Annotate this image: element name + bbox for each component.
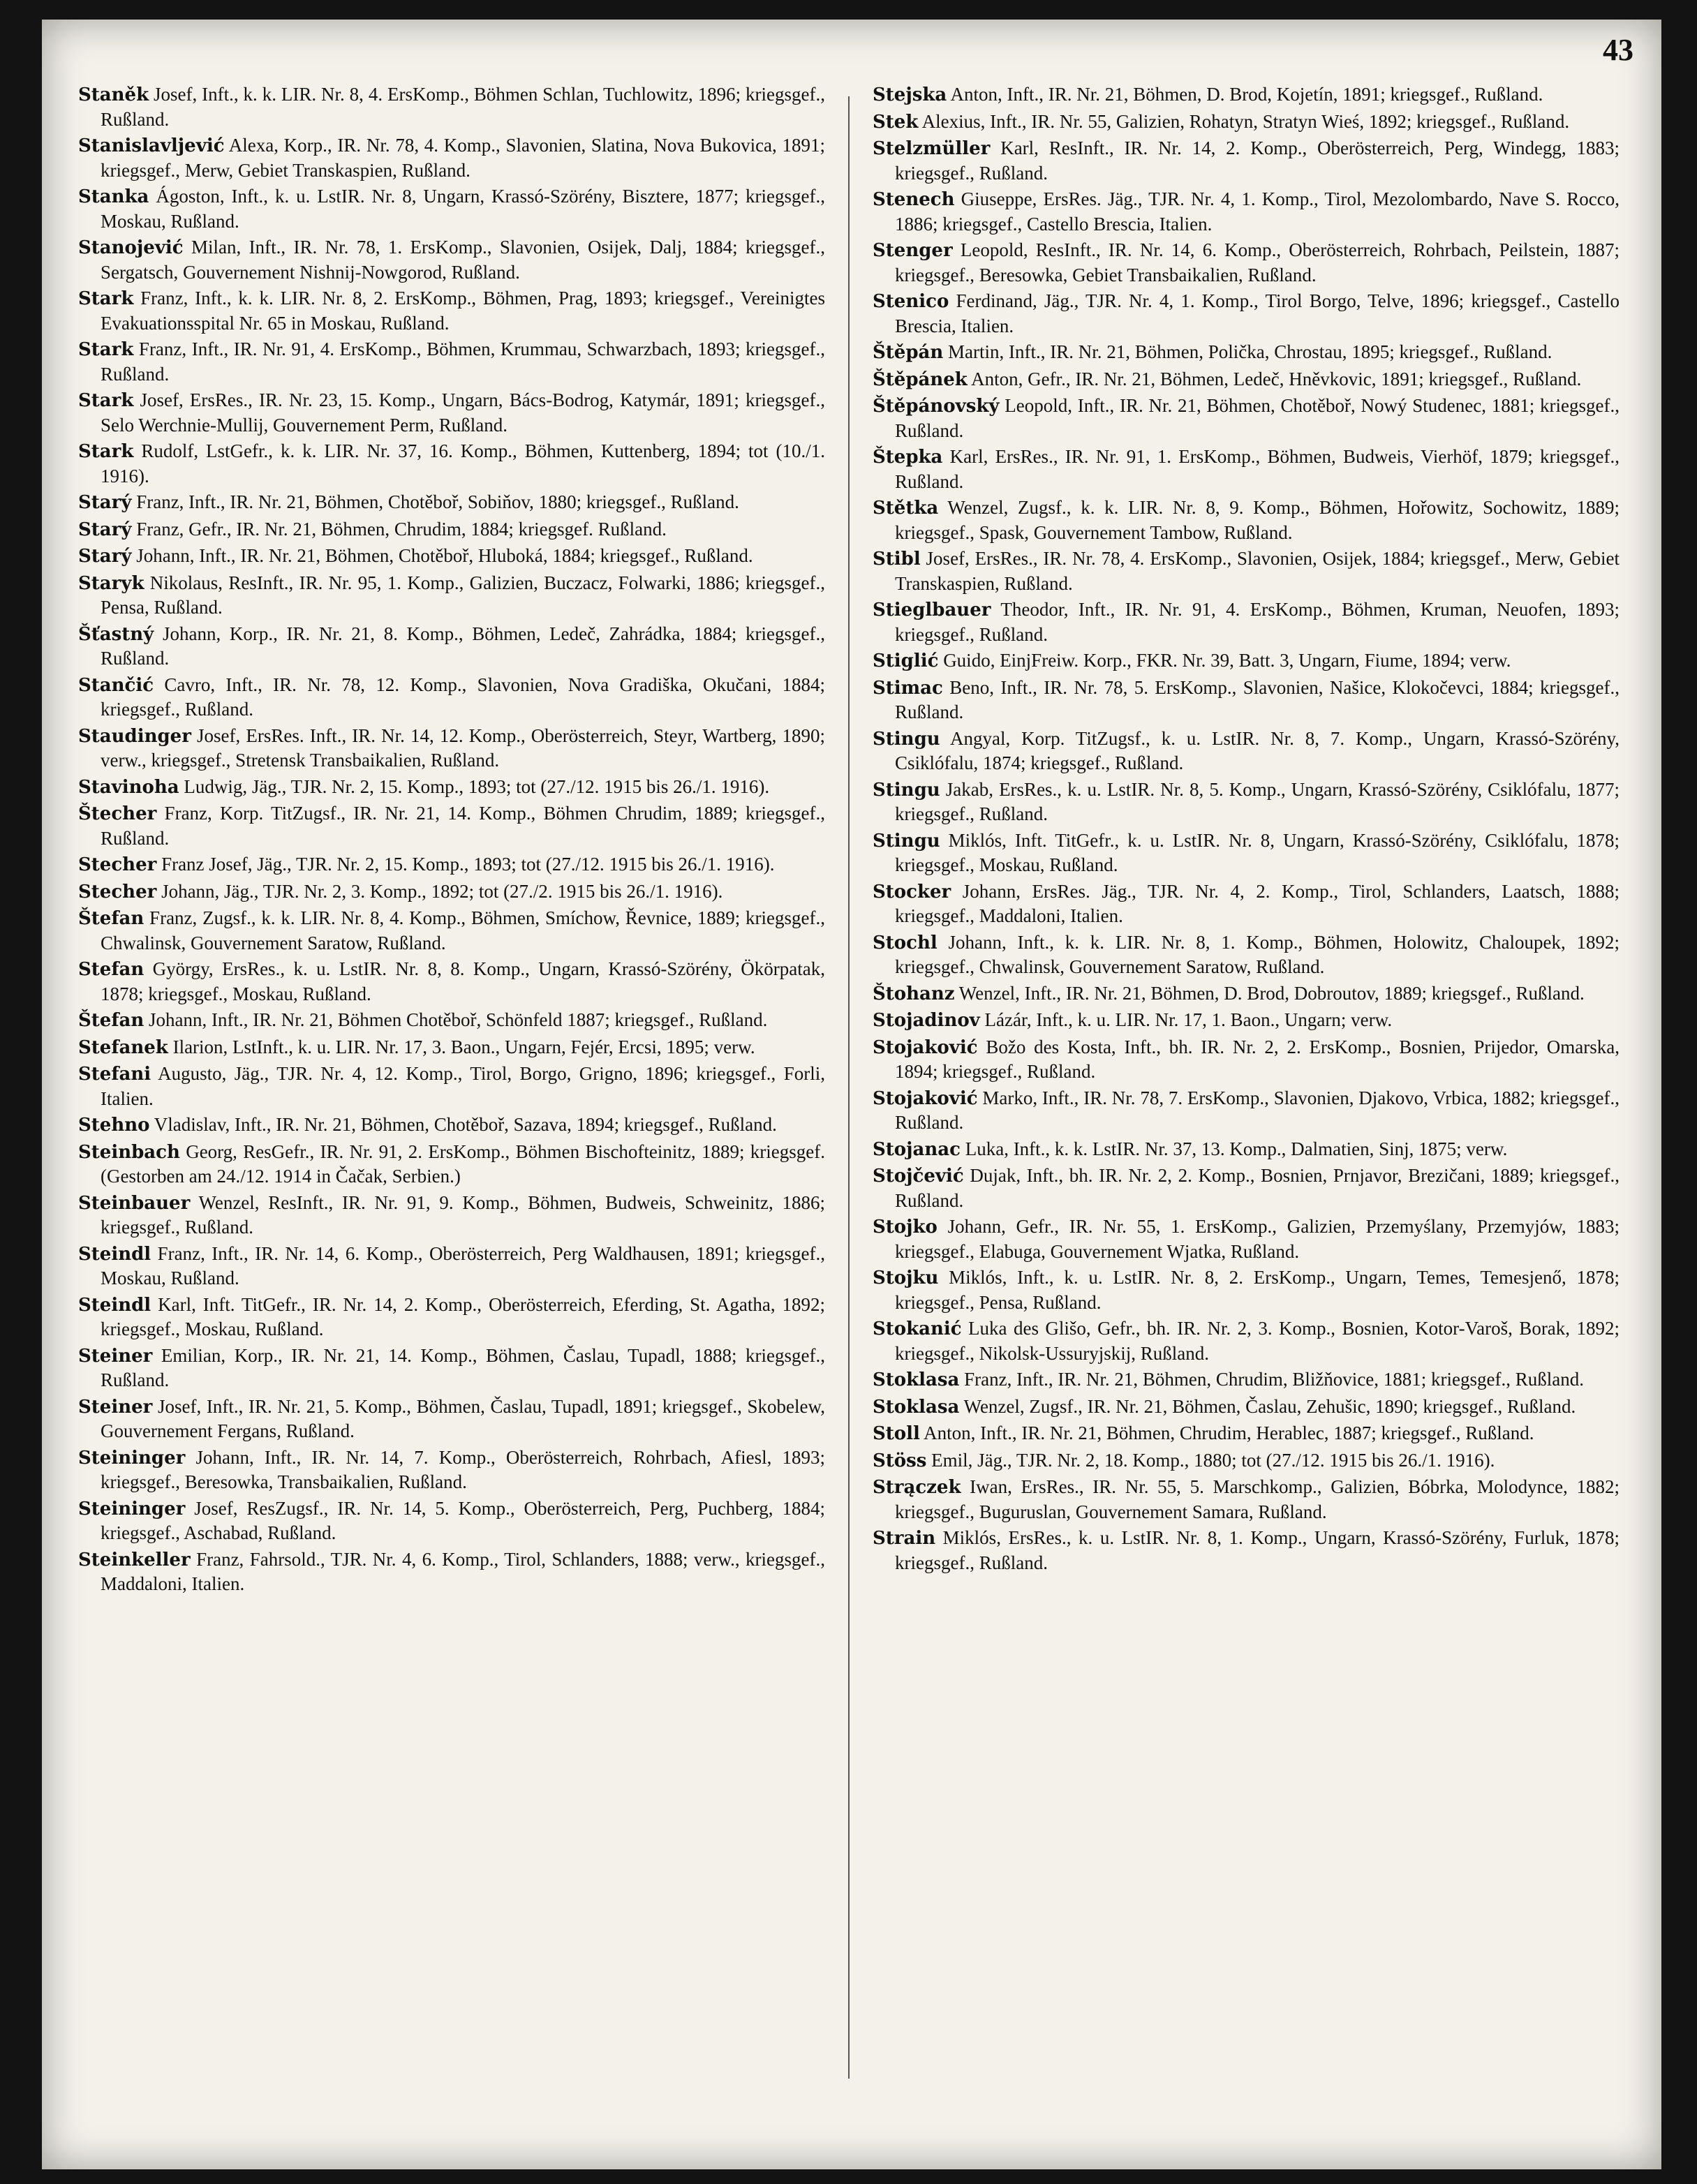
entry-details: Jakab, ErsRes., k. u. LstIR. Nr. 8, 5. Komp., Ungarn, Krassó-Szörény, Csiklófalu, 1877; kriegsgef., Rußland.	[895, 778, 1620, 824]
entry-surname: Stocker	[873, 881, 951, 902]
entry-details: Luka, Inft., k. k. LstIR. Nr. 37, 13. Komp., Dalmatien, Sinj, 1875; verw.	[960, 1138, 1508, 1159]
register-entry	[78, 1113, 825, 1138]
register-entry	[873, 110, 1620, 135]
register-entry	[873, 238, 1620, 287]
register-entry	[873, 547, 1620, 595]
entry-surname: Steiner	[78, 1396, 153, 1418]
register-entry	[78, 490, 825, 515]
entry-surname: Stöss	[873, 1450, 927, 1471]
register-entry	[873, 829, 1620, 877]
register-entry	[873, 1367, 1620, 1392]
entry-surname: Štefan	[78, 1010, 144, 1031]
entry-surname: Steinbauer	[78, 1192, 191, 1214]
entry-surname: Stojanac	[873, 1138, 961, 1160]
entry-surname: Šťastný	[78, 623, 154, 645]
register-entry	[78, 1293, 825, 1342]
entry-details: Ilarion, LstInft., k. u. LIR. Nr. 17, 3. Baon., Ungarn, Fejér, Ercsi, 1895; verw.	[168, 1036, 755, 1057]
entry-surname: Stimac	[873, 677, 943, 699]
entry-surname: Starý	[78, 519, 132, 540]
register-entry	[78, 1062, 825, 1110]
entry-details: Anton, Inft., IR. Nr. 21, Böhmen, Chrudim, Herablec, 1887; kriegsgef., Rußland.	[919, 1422, 1534, 1443]
entry-surname: Stecher	[78, 881, 157, 902]
entry-details: Emilian, Korp., IR. Nr. 21, 14. Komp., Böhmen, Časlau, Tupadl, 1888; kriegsgef., Rußland.	[101, 1344, 825, 1390]
register-entry	[78, 388, 825, 437]
register-entry	[78, 906, 825, 955]
entry-surname: Stoll	[873, 1423, 920, 1444]
entry-details: Franz, Fahrsold., TJR. Nr. 4, 6. Komp., Tirol, Schlanders, 1888; verw., kriegsgef., Maddaloni, Italien.	[101, 1548, 825, 1594]
entry-surname: Stavinoha	[78, 776, 179, 798]
entry-details: Giuseppe, ErsRes. Jäg., TJR. Nr. 4, 1. Komp., Tirol, Mezolombardo, Nave S. Rocco, 1886; kriegsgef., Castello Brescia, Italien.	[895, 188, 1620, 235]
register-entry	[873, 778, 1620, 826]
entry-surname: Stefan	[78, 959, 144, 980]
register-entry	[78, 517, 825, 542]
entry-details: Karl, ResInft., IR. Nr. 14, 2. Komp., Oberösterreich, Perg, Windegg, 1883; kriegsgef., Rußland.	[895, 138, 1620, 184]
entry-details: Theodor, Inft., IR. Nr. 91, 4. ErsKomp., Böhmen, Kruman, Neuofen, 1893; kriegsgef., Rußland.	[895, 599, 1620, 645]
entry-surname: Stehno	[78, 1115, 150, 1136]
entry-details: Karl, ErsRes., IR. Nr. 91, 1. ErsKomp., Böhmen, Budweis, Vierhöf, 1879; kriegsgef., Rußland.	[895, 446, 1620, 492]
entry-surname: Stojko	[873, 1217, 938, 1238]
entry-details: Vladislav, Inft., IR. Nr. 21, Böhmen, Chotěboř, Sazava, 1894; kriegsgef., Rußland.	[149, 1114, 777, 1135]
entry-details: Johann, Gefr., IR. Nr. 55, 1. ErsKomp., Galizien, Przemyślany, Przemyjów, 1883; kriegsgef., Elabuga, Gouvernement Wjatka, Rußland.	[895, 1216, 1620, 1262]
register-entry	[78, 82, 825, 131]
column-divider	[848, 96, 850, 2079]
entry-details: Nikolaus, ResInft., IR. Nr. 95, 1. Komp., Galizien, Buczacz, Folwarki, 1886; kriegsgef., Pensa, Rußland.	[101, 572, 825, 618]
entry-details: Ferdinand, Jäg., TJR. Nr. 4, 1. Komp., Tirol Borgo, Telve, 1896; kriegsgef., Castello Brescia, Italien.	[895, 290, 1620, 336]
entry-details: Johann, Jäg., TJR. Nr. 2, 3. Komp., 1892; tot (27./2. 1915 bis 26./1. 1916).	[156, 880, 723, 902]
entry-details: Angyal, Korp. TitZugsf., k. u. LstIR. Nr. 8, 7. Komp., Ungarn, Krassó-Szörény, Csiklófalu, 1874; kriegsgef., Rußland.	[895, 727, 1620, 773]
entry-surname: Stoklasa	[873, 1369, 960, 1390]
register-entry	[873, 1475, 1620, 1524]
register-entry	[873, 445, 1620, 493]
register-entry	[873, 1526, 1620, 1575]
entry-surname: Stejska	[873, 84, 947, 105]
entry-details: Ludwig, Jäg., TJR. Nr. 2, 15. Komp., 1893; tot (27./12. 1915 bis 26./1. 1916).	[179, 775, 770, 797]
register-entry	[873, 1137, 1620, 1162]
entry-surname: Steindl	[78, 1294, 151, 1316]
entry-details: Dujak, Inft., bh. IR. Nr. 2, 2. Komp., Bosnien, Prnjavor, Brezičani, 1889; kriegsgef., Rußland.	[895, 1165, 1620, 1211]
register-entry	[873, 367, 1620, 392]
entry-surname: Stokanić	[873, 1318, 962, 1339]
entry-surname: Štecher	[78, 803, 157, 824]
entry-details: Josef, ErsRes. Inft., IR. Nr. 14, 12. Komp., Oberösterreich, Steyr, Wartberg, 1890; verw., kriegsgef., Stretensk Transbaikalien, Rußland.	[101, 725, 825, 771]
entry-surname: Stingu	[873, 830, 940, 852]
entry-surname: Steiner	[78, 1345, 153, 1367]
entry-details: Miklós, Inft. TitGefr., k. u. LstIR. Nr. 8, Ungarn, Krassó-Szörény, Csiklófalu, 1878; kriegsgef., Moskau, Rußland.	[895, 829, 1620, 875]
entry-details: Josef, ErsRes., IR. Nr. 78, 4. ErsKomp., Slavonien, Osijek, 1884; kriegsgef., Merw, Gebiet Transkaspien, Rußland.	[895, 548, 1620, 594]
entry-surname: Staudinger	[78, 725, 191, 747]
register-entry	[873, 1164, 1620, 1212]
left-column	[78, 82, 825, 1598]
entry-details: Franz, Gefr., IR. Nr. 21, Böhmen, Chrudim, 1884; kriegsgef. Rußland.	[131, 518, 667, 540]
entry-surname: Stanislavljević	[78, 135, 225, 156]
entry-details: Iwan, ErsRes., IR. Nr. 55, 5. Marschkomp., Galizien, Bóbrka, Molodynce, 1882; kriegsgef., Buguruslan, Gouvernement Samara, Rußland.	[895, 1476, 1620, 1522]
register-entry	[873, 1265, 1620, 1314]
register-entry	[78, 1191, 825, 1240]
register-entry	[78, 775, 825, 800]
entry-surname: Stenech	[873, 189, 955, 210]
register-entry	[78, 1242, 825, 1291]
entry-surname: Steindl	[78, 1243, 151, 1265]
register-entry	[873, 496, 1620, 544]
entry-details: Miklós, Inft., k. u. LstIR. Nr. 8, 2. ErsKomp., Ungarn, Temes, Temesjenő, 1878; kriegsgef., Pensa, Rußland.	[895, 1267, 1620, 1313]
entry-surname: Stojadinov	[873, 1010, 980, 1031]
entry-details: Johann, Inft., k. k. LIR. Nr. 8, 1. Komp., Böhmen, Holowitz, Chaloupek, 1892; kriegsgef., Chwalinsk, Gouvernement Saratow, Rußland.	[895, 931, 1620, 977]
register-entry	[78, 133, 825, 182]
register-entry	[873, 676, 1620, 725]
register-entry	[78, 801, 825, 850]
entry-details: Josef, Inft., k. k. LIR. Nr. 8, 4. ErsKomp., Böhmen Schlan, Tuchlowitz, 1896; kriegsgef., Rußland.	[101, 84, 825, 130]
entry-details: György, ErsRes., k. u. LstIR. Nr. 8, 8. Komp., Ungarn, Krassó-Szörény, Ökörpatak, 1878; kriegsgef., Moskau, Rußland.	[101, 958, 825, 1004]
entry-surname: Stark	[78, 390, 134, 411]
entry-details: Johann, Korp., IR. Nr. 21, 8. Komp., Böhmen, Ledeč, Zahrádka, 1884; kriegsgef., Rußland.	[101, 623, 825, 669]
register-entry	[873, 930, 1620, 979]
entry-surname: Steininger	[78, 1498, 186, 1520]
entry-details: Johann, Inft., IR. Nr. 21, Böhmen Chotěboř, Schönfeld 1887; kriegsgef., Rußland.	[144, 1009, 768, 1030]
register-entry	[873, 82, 1620, 107]
register-entry	[78, 622, 825, 671]
register-entry	[873, 187, 1620, 236]
entry-details: Franz, Inft., IR. Nr. 21, Böhmen, Chrudim, Bližňovice, 1881; kriegsgef., Rußland.	[959, 1369, 1584, 1390]
register-entry	[78, 184, 825, 233]
register-entry	[78, 1008, 825, 1033]
entry-surname: Steinbach	[78, 1141, 180, 1163]
entry-details: Johann, ErsRes. Jäg., TJR. Nr. 4, 2. Komp., Tirol, Schlanders, Laatsch, 1888; kriegsgef., Maddaloni, Italien.	[895, 880, 1620, 926]
register-entry	[873, 136, 1620, 185]
entry-surname: Stingu	[873, 779, 940, 801]
register-entry	[873, 648, 1620, 674]
register-entry	[873, 1316, 1620, 1365]
entry-details: Ágoston, Inft., k. u. LstIR. Nr. 8, Ungarn, Krassó-Szörény, Bisztere, 1877; kriegsgef., Moskau, Rußland.	[101, 186, 825, 232]
entry-details: Karl, Inft. TitGefr., IR. Nr. 14, 2. Komp., Oberösterreich, Eferding, St. Agatha, 1892; kriegsgef., Moskau, Rußland.	[101, 1293, 825, 1339]
register-entry	[873, 597, 1620, 646]
entry-surname: Stelzmüller	[873, 138, 991, 159]
register-entry	[78, 1496, 825, 1545]
entry-surname: Štěpán	[873, 342, 944, 363]
entry-surname: Stoklasa	[873, 1396, 960, 1418]
entry-surname: Stark	[78, 441, 134, 462]
entry-surname: Stanojević	[78, 237, 184, 258]
entry-details: Beno, Inft., IR. Nr. 78, 5. ErsKomp., Slavonien, Našice, Klokočevci, 1884; kriegsgef., Rußland.	[895, 676, 1620, 722]
entry-details: Franz, Inft., IR. Nr. 21, Böhmen, Chotěboř, Sobiňov, 1880; kriegsgef., Rußland.	[131, 491, 739, 512]
entry-details: Franz, Korp. TitZugsf., IR. Nr. 21, 14. Komp., Böhmen Chrudim, 1889; kriegsgef., Rußland.	[101, 803, 825, 849]
register-entry	[78, 544, 825, 569]
entry-surname: Stojaković	[873, 1037, 978, 1058]
register-entry	[78, 673, 825, 722]
right-column	[873, 82, 1620, 1577]
entry-details: Wenzel, ResInft., IR. Nr. 91, 9. Komp., Böhmen, Budweis, Schweinitz, 1886; kriegsgef., Rußland.	[101, 1191, 825, 1238]
register-entry	[78, 286, 825, 335]
entry-details: Augusto, Jäg., TJR. Nr. 4, 12. Komp., Tirol, Borgo, Grigno, 1896; kriegsgef., Forli, Italien.	[101, 1063, 825, 1109]
entry-surname: Stark	[78, 339, 134, 360]
register-entry	[873, 1395, 1620, 1420]
entry-surname: Štěpánovský	[873, 396, 1000, 417]
entry-details: Anton, Inft., IR. Nr. 21, Böhmen, D. Brod, Kojetín, 1891; kriegsgef., Rußland.	[947, 84, 1543, 105]
entry-surname: Stojku	[873, 1268, 939, 1288]
register-entry	[78, 724, 825, 773]
entry-surname: Staryk	[78, 572, 144, 594]
entry-details: Luka des Glišo, Gefr., bh. IR. Nr. 2, 3. Komp., Bosnien, Kotor-Varoš, Borak, 1892; kriegsgef., Nikolsk-Ussuryjskij, Rußland.	[895, 1318, 1620, 1364]
entry-surname: Stančić	[78, 674, 154, 696]
register-entry	[78, 1395, 825, 1443]
entry-details: Božo des Kosta, Inft., bh. IR. Nr. 2, 2. ErsKomp., Bosnien, Prijedor, Omarska, 1894; kriegsgef., Rußland.	[895, 1036, 1620, 1082]
entry-details: Franz, Inft., IR. Nr. 91, 4. ErsKomp., Böhmen, Krummau, Schwarzbach, 1893; kriegsgef., Rußland.	[101, 339, 825, 385]
entry-details: Franz, Inft., k. k. LIR. Nr. 8, 2. ErsKomp., Böhmen, Prag, 1893; kriegsgef., Vereinigtes Evakuationsspital Nr. 65 in Moskau, Rußland.	[101, 288, 825, 334]
page-number: 43	[1603, 33, 1633, 67]
register-entry	[78, 1035, 825, 1060]
entry-surname: Štěpánek	[873, 369, 968, 390]
entry-surname: Strain	[873, 1528, 936, 1549]
entry-surname: Stek	[873, 111, 919, 133]
entry-surname: Starý	[78, 546, 132, 567]
register-entry	[78, 337, 825, 386]
register-entry	[78, 1446, 825, 1494]
entry-details: Wenzel, Zugsf., IR. Nr. 21, Böhmen, Časlau, Zehušic, 1890; kriegsgef., Rußland.	[959, 1395, 1576, 1417]
entry-details: Josef, ErsRes., IR. Nr. 23, 15. Komp., Ungarn, Bács-Bodrog, Katymár, 1891; kriegsgef., Selo Werchnie-Mullij, Gouvernement Perm, Rußland.	[101, 389, 825, 436]
entry-details: Martin, Inft., IR. Nr. 21, Böhmen, Polička, Chrostau, 1895; kriegsgef., Rußland.	[943, 341, 1553, 362]
register-entry	[78, 852, 825, 877]
entry-details: Josef, ResZugsf., IR. Nr. 14, 5. Komp., Oberösterreich, Perg, Puchberg, 1884; kriegsgef., Aschabad, Rußland.	[101, 1497, 825, 1543]
entry-surname: Stojčević	[873, 1166, 964, 1187]
entry-details: Guido, EinjFreiw. Korp., FKR. Nr. 39, Batt. 3, Ungarn, Fiume, 1894; verw.	[938, 650, 1511, 671]
entry-surname: Stark	[78, 288, 134, 309]
register-entry	[873, 340, 1620, 365]
register-entry	[78, 571, 825, 620]
register-entry	[78, 235, 825, 284]
entry-surname: Stanka	[78, 186, 149, 207]
entry-surname: Stecher	[78, 854, 157, 875]
entry-surname: Stieglbauer	[873, 600, 991, 621]
register-entry	[873, 1448, 1620, 1473]
entry-surname: Stenico	[873, 291, 949, 312]
entry-details: Franz, Inft., IR. Nr. 14, 6. Komp., Oberösterreich, Perg Waldhausen, 1891; kriegsgef., Moskau, Rußland.	[101, 1242, 825, 1288]
entry-surname: Steinkeller	[78, 1549, 191, 1570]
entry-details: Franz Josef, Jäg., TJR. Nr. 2, 15. Komp., 1893; tot (27./12. 1915 bis 26./1. 1916).	[156, 854, 775, 875]
entry-details: Anton, Gefr., IR. Nr. 21, Böhmen, Ledeč, Hněvkovic, 1891; kriegsgef., Rußland.	[967, 368, 1582, 389]
entry-details: Wenzel, Inft., IR. Nr. 21, Böhmen, D. Brod, Dobroutov, 1889; kriegsgef., Rußland.	[954, 982, 1585, 1004]
register-entry	[78, 957, 825, 1006]
register-entry	[873, 289, 1620, 338]
entry-details: Emil, Jäg., TJR. Nr. 2, 18. Komp., 1880; tot (27./12. 1915 bis 26./1. 1916).	[926, 1449, 1495, 1471]
entry-details: Alexa, Korp., IR. Nr. 78, 4. Komp., Slavonien, Slatina, Nova Bukovica, 1891; kriegsgef., Merw, Gebiet Transkaspien, Rußland.	[101, 135, 825, 181]
entry-surname: Štohanz	[873, 983, 955, 1004]
entry-details: Lázár, Inft., k. u. LIR. Nr. 17, 1. Baon., Ungarn; verw.	[979, 1009, 1393, 1030]
register-entry	[78, 1547, 825, 1596]
entry-details: Josef, Inft., IR. Nr. 21, 5. Komp., Böhmen, Časlau, Tupadl, 1891; kriegsgef., Skobelew, Gouvernement Fergans, Rußland.	[101, 1395, 825, 1441]
entry-surname: Staněk	[78, 84, 149, 105]
entry-details: Cavro, Inft., IR. Nr. 78, 12. Komp., Slavonien, Nova Gradiška, Okučani, 1884; kriegsgef., Rußland.	[101, 674, 825, 720]
entry-details: Milan, Inft., IR. Nr. 78, 1. ErsKomp., Slavonien, Osijek, Dalj, 1884; kriegsgef., Sergatsch, Gouvernement Nishnij-Nowgorod, Rußland.	[101, 237, 825, 283]
register-entry	[873, 1086, 1620, 1135]
entry-details: Wenzel, Zugsf., k. k. LIR. Nr. 8, 9. Komp., Böhmen, Hořowitz, Sochowitz, 1889; kriegsgef., Spask, Gouvernement Tambow, Rußland.	[895, 497, 1620, 543]
register-entry	[873, 727, 1620, 775]
entry-details: Alexius, Inft., IR. Nr. 55, Galizien, Rohatyn, Stratyn Wieś, 1892; kriegsgef., Rußland.	[918, 110, 1570, 132]
entry-surname: Stingu	[873, 728, 940, 750]
entry-details: Leopold, Inft., IR. Nr. 21, Böhmen, Chotěboř, Nowý Studenec, 1881; kriegsgef., Rußland.	[895, 395, 1620, 441]
entry-surname: Stefanek	[78, 1037, 168, 1058]
register-entry	[78, 879, 825, 905]
register-entry	[873, 879, 1620, 928]
entry-surname: Starý	[78, 492, 132, 513]
entry-details: Johann, Inft., IR. Nr. 21, Böhmen, Chotěboř, Hluboká, 1884; kriegsgef., Rußland.	[131, 545, 753, 566]
entry-details: Marko, Inft., IR. Nr. 78, 7. ErsKomp., Slavonien, Djakovo, Vrbica, 1882; kriegsgef., Rußland.	[895, 1087, 1620, 1133]
register-entry	[78, 439, 825, 488]
register-entry	[78, 1140, 825, 1189]
entry-surname: Stibl	[873, 549, 921, 570]
entry-surname: Stochl	[873, 932, 938, 953]
document-page	[42, 20, 1661, 2169]
entry-details: Franz, Zugsf., k. k. LIR. Nr. 8, 4. Komp., Böhmen, Smíchow, Řevnice, 1889; kriegsgef., Chwalinsk, Gouvernement Saratow, Rußland.	[101, 907, 825, 953]
register-entry	[873, 1035, 1620, 1084]
entry-surname: Steininger	[78, 1447, 186, 1469]
entry-details: Leopold, ResInft., IR. Nr. 14, 6. Komp., Oberösterreich, Rohrbach, Peilstein, 1887; kriegsgef., Beresowka, Gebiet Transbaikalien, Rußland.	[895, 239, 1620, 285]
register-entry	[873, 1214, 1620, 1263]
register-entry	[78, 1344, 825, 1392]
register-entry	[873, 394, 1620, 443]
entry-details: Johann, Inft., IR. Nr. 14, 7. Komp., Oberösterreich, Rohrbach, Afiesl, 1893; kriegsgef., Beresowka, Transbaikalien, Rußland.	[101, 1446, 825, 1492]
entry-surname: Štefan	[78, 908, 144, 929]
entry-surname: Stenger	[873, 240, 953, 261]
entry-surname: Strączek	[873, 1477, 961, 1498]
entry-surname: Stiglić	[873, 651, 939, 671]
entry-details: Rudolf, LstGefr., k. k. LIR. Nr. 37, 16. Komp., Böhmen, Kuttenberg, 1894; tot (10./1. 1916).	[101, 440, 825, 486]
register-entry	[873, 981, 1620, 1006]
entry-surname: Stojaković	[873, 1087, 978, 1109]
entry-surname: Stefani	[78, 1064, 151, 1085]
entry-surname: Stětka	[873, 498, 939, 519]
entry-surname: Štepka	[873, 447, 943, 468]
entry-details: Georg, ResGefr., IR. Nr. 91, 2. ErsKomp., Böhmen Bischofteinitz, 1889; kriegsgef. (Gestorben am 24./12. 1914 in Čačak, Serbien.)	[101, 1141, 825, 1187]
register-entry	[873, 1421, 1620, 1446]
register-entry	[873, 1008, 1620, 1033]
entry-details: Miklós, ErsRes., k. u. LstIR. Nr. 8, 1. Komp., Ungarn, Krassó-Szörény, Furluk, 1878; kriegsgef., Rußland.	[895, 1527, 1620, 1573]
